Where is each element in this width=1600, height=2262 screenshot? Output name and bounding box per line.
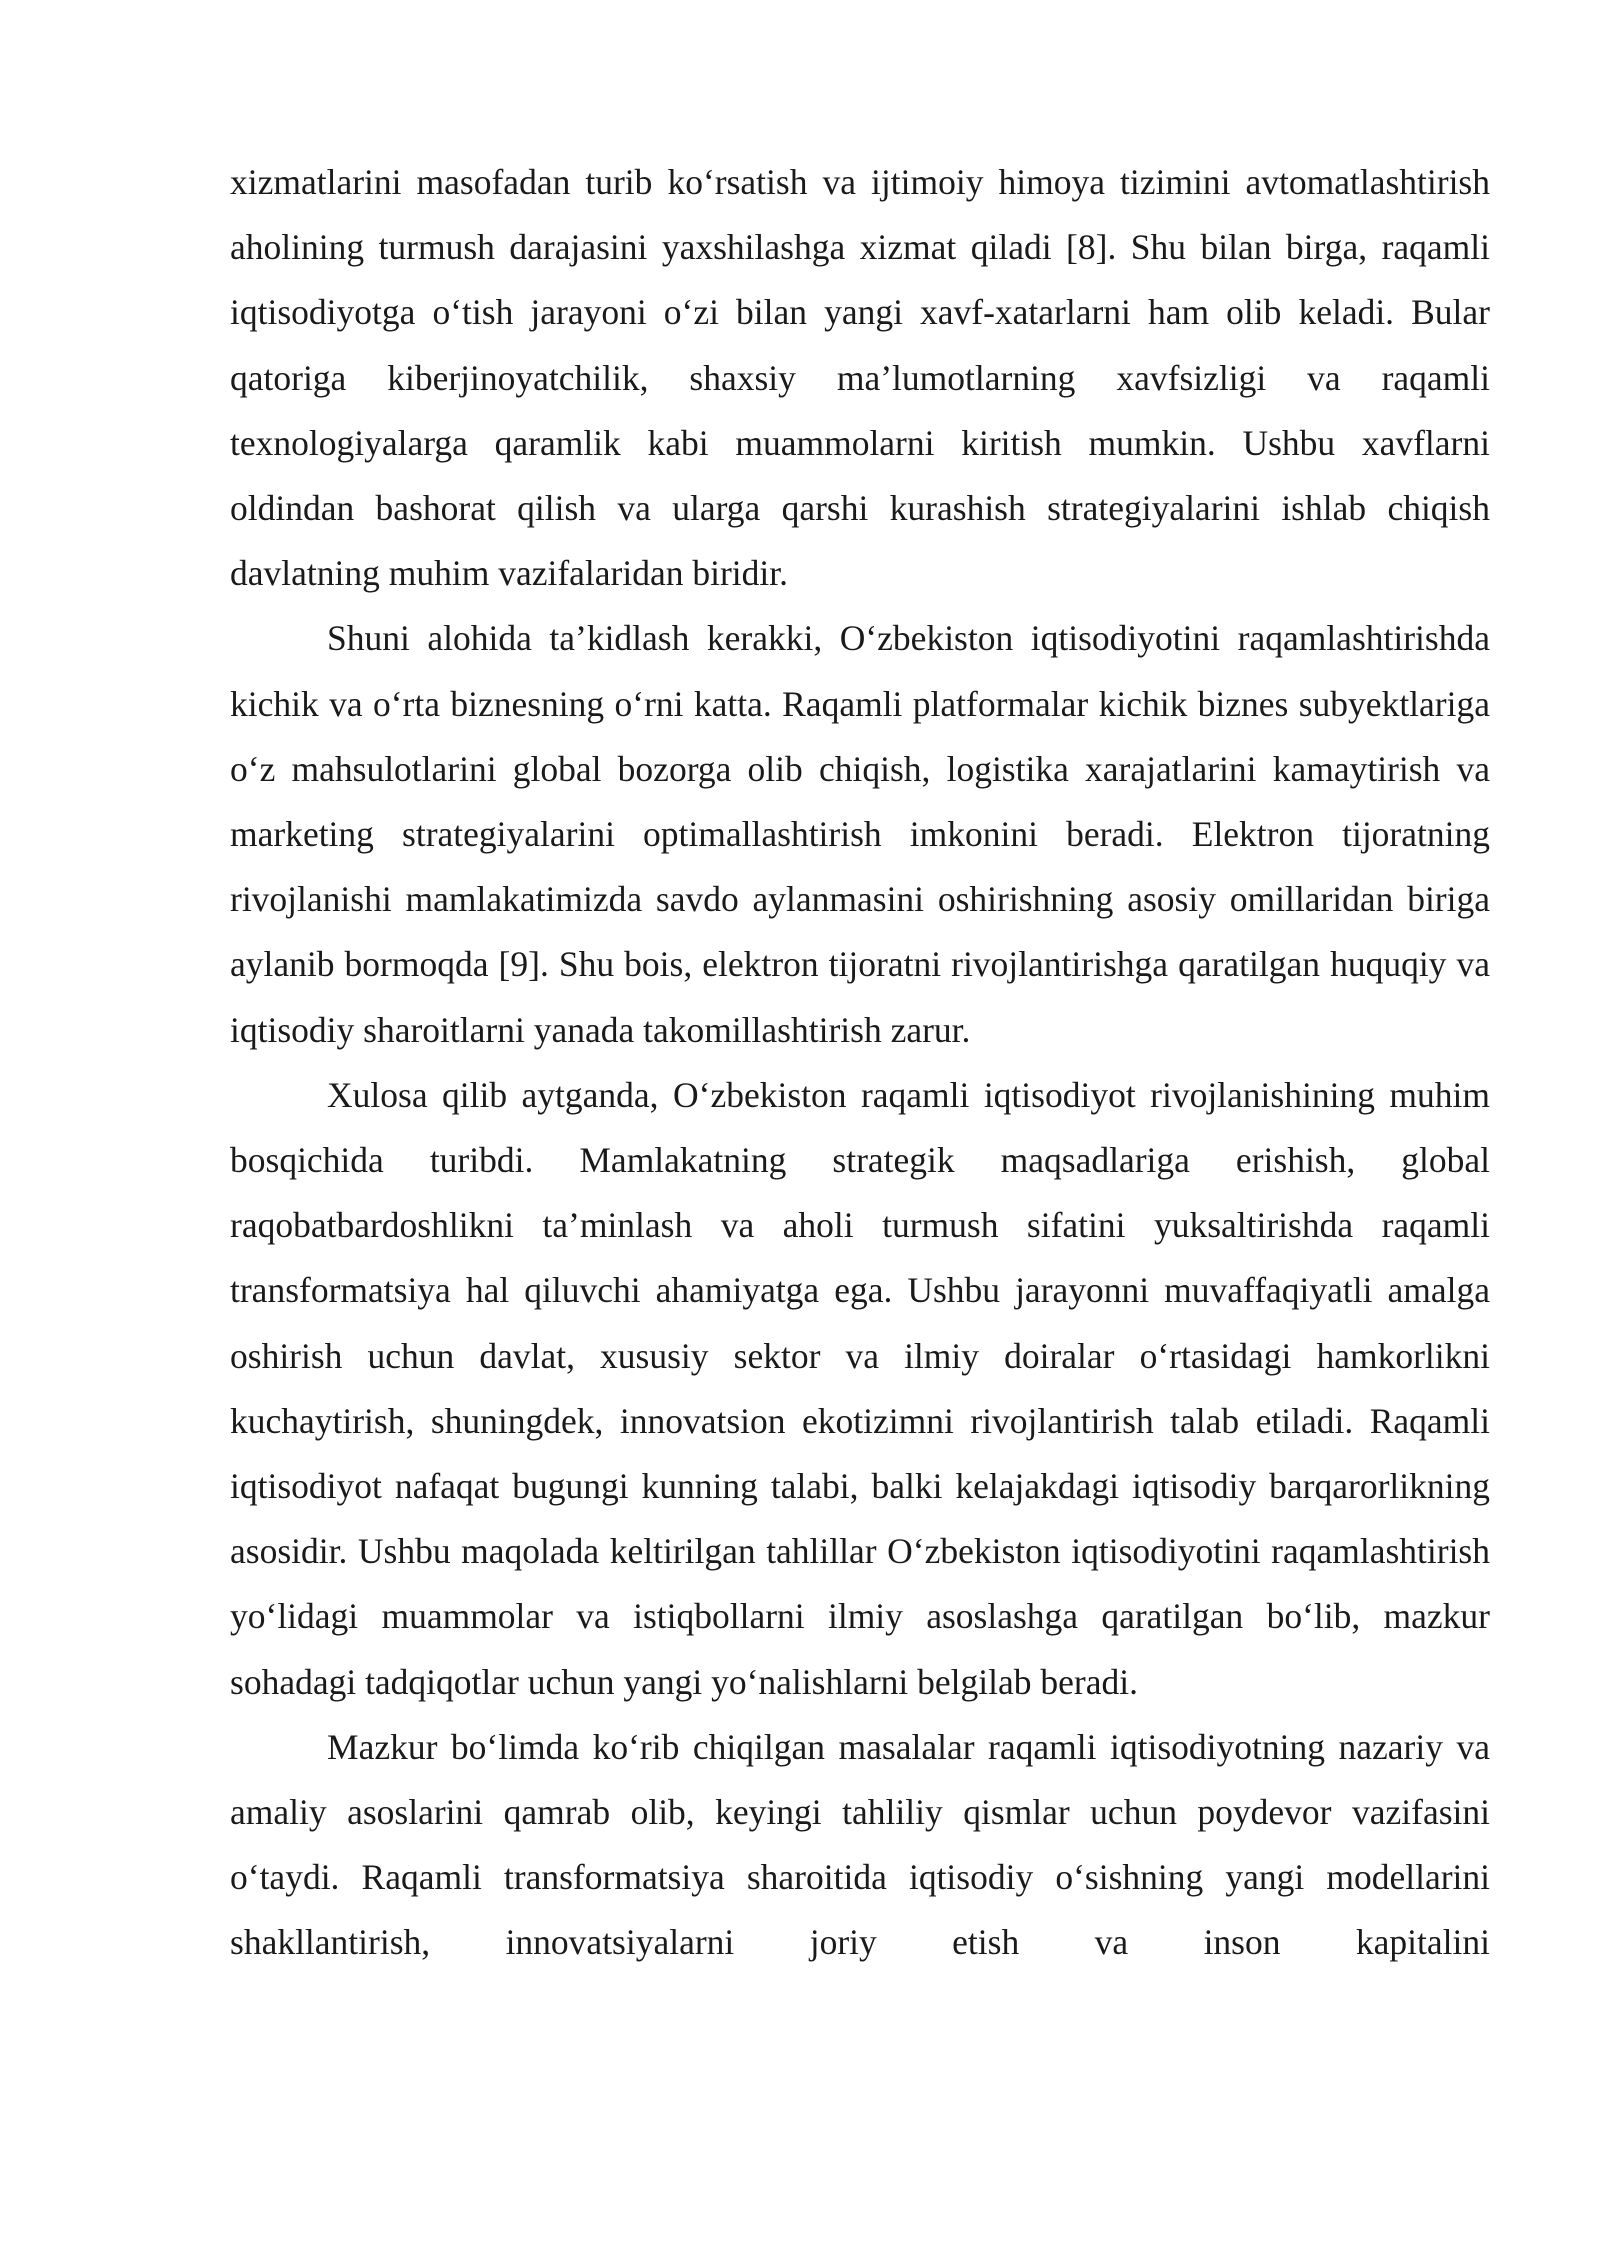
document-page [230,150,1490,1976]
paragraph-2: Shuni alohida ta’kidlash kerakki, O‘zbekiston iqtisodiyotini raqamlashtirishda kichik va o‘rta biznesning o‘rni katta. Raqamli platformalar kichik biznes subyektlariga o‘z mahsulotlarini global bozorga olib chiqish, logistika xarajatlarini kamaytirish va marketing strategiyalarini optimallashtirish imkonini beradi. Elektron tijoratning rivojlanishi mamlakatimizda savdo aylanmasini oshirishning asosiy omillaridan biriga aylanib bormoqda [9]. Shu bois, elektron tijoratni rivojlantirishga qaratilgan huquqiy va iqtisodiy sharoitlarni yanada takomillashtirish zarur. [230,618,1490,1050]
paragraph-4: Mazkur bo‘limda ko‘rib chiqilgan masalalar raqamli iqtisodiyotning nazariy va amaliy asoslarini qamrab olib, keyingi tahliliy qismlar uchun poydevor vazifasini o‘taydi. Raqamli transformatsiya sharoitida iqtisodiy o‘sishning yangi modellarini shakllantirish, innovatsiyalarni joriy etish va inson kapitalini [230,1726,1490,1963]
paragraph-1: xizmatlarini masofadan turib ko‘rsatish va ijtimoiy himoya tizimini avtomatlashtirish aholining turmush darajasini yaxshilashga xizmat qiladi [8]. Shu bilan birga, raqamli iqtisodiyotga o‘tish jarayoni o‘zi bilan yangi xavf-xatarlarni ham olib keladi. Bular qatoriga kiberjinoyatchilik, shaxsiy ma’lumotlarning xavfsizligi va raqamli texnologiyalarga qaramlik kabi muammolarni kiritish mumkin. Ushbu xavflarni oldindan bashorat qilish va ularga qarshi kurashish strategiyalarini ishlab chiqish davlatning muhim vazifalaridan biridir. [230,162,1490,594]
paragraph-3: Xulosa qilib aytganda, O‘zbekiston raqamli iqtisodiyot rivojlanishining muhim bosqichida turibdi. Mamlakatning strategik maqsadlariga erishish, global raqobatbardoshlikni ta’minlash va aholi turmush sifatini yuksaltirishda raqamli transformatsiya hal qiluvchi ahamiyatga ega. Ushbu jarayonni muvaffaqiyatli amalga oshirish uchun davlat, xususiy sektor va ilmiy doiralar o‘rtasidagi hamkorlikni kuchaytirish, shuningdek, innovatsion ekotizimni rivojlantirish talab etiladi. Raqamli iqtisodiyot nafaqat bugungi kunning talabi, balki kelajakdagi iqtisodiy barqarorlikning asosidir. Ushbu maqolada keltirilgan tahlillar O‘zbekiston iqtisodiyotini raqamlashtirish yo‘lidagi muammolar va istiqbollarni ilmiy asoslashga qaratilgan bo‘lib, mazkur sohadagi tadqiqotlar uchun yangi yo‘nalishlarni belgilab beradi. [230,1074,1490,1702]
